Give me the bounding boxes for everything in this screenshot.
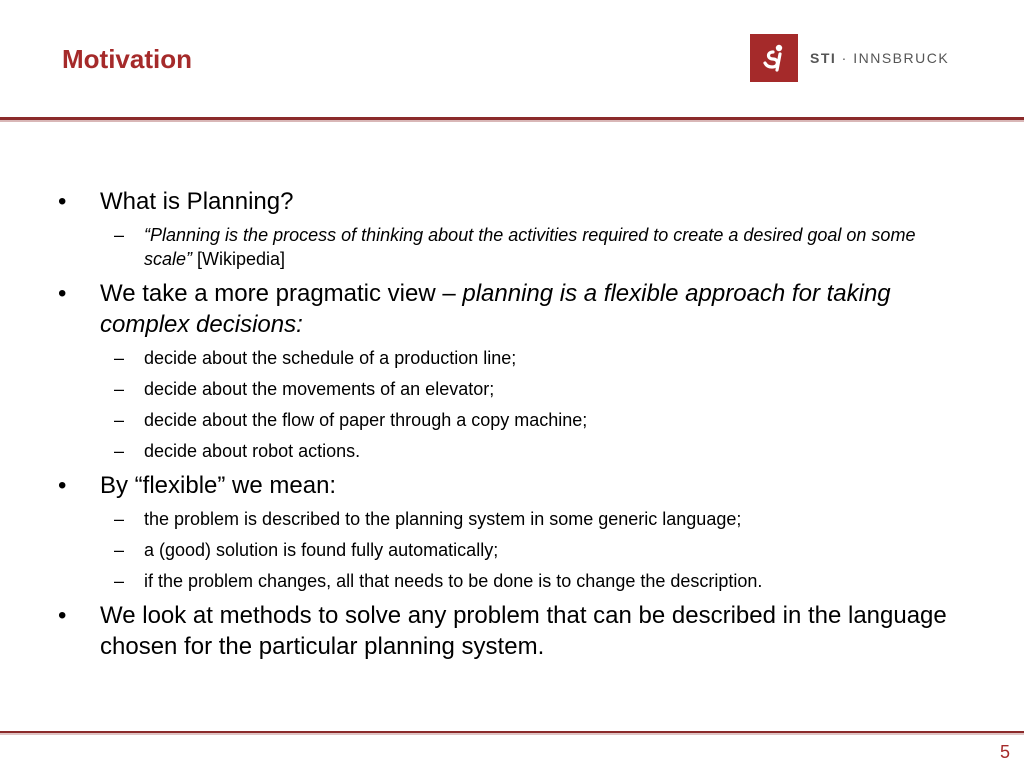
slide-title: Motivation	[62, 44, 192, 74]
dash-marker: –	[114, 348, 125, 368]
page-number: 5	[999, 742, 1010, 762]
sub-bullet-text: decide about the movements of an elevator;	[144, 379, 495, 399]
citation-text: [Wikipedia]	[192, 249, 286, 269]
dash-marker: –	[114, 441, 125, 461]
bullet-text: By “flexible” we mean:	[100, 472, 337, 499]
bullet-marker: •	[58, 602, 67, 629]
sub-bullet-item	[58, 439, 958, 463]
sub-bullet-item	[58, 408, 958, 432]
slide-body	[58, 186, 958, 668]
bullet-item	[58, 278, 958, 340]
sub-bullet-item	[58, 538, 958, 562]
sub-bullet-item	[58, 223, 958, 271]
bullet-marker: •	[58, 472, 67, 499]
sub-bullet-text: the problem is described to the planning system in some generic language;	[144, 509, 742, 529]
sub-bullet-text: if the problem changes, all that needs to be done is to change the description.	[144, 571, 763, 591]
logo-wordmark	[810, 50, 949, 66]
bullet-emphasis: planning is a flexible approach for taking complex decisions:	[100, 280, 891, 338]
bullet-group	[58, 600, 958, 662]
quote-text: “Planning is the process of thinking about the activities required to create a desired goal on some scale”	[144, 225, 916, 269]
sub-bullet-text: decide about the schedule of a production line;	[144, 348, 517, 368]
bullet-item	[58, 600, 958, 662]
bullet-marker: •	[58, 280, 67, 307]
logo-city: INNSBRUCK	[853, 50, 950, 66]
bullet-item	[58, 470, 958, 501]
dash-marker: –	[114, 225, 125, 245]
bullet-text: We look at methods to solve any problem that can be described in the language chosen for the particular planning system.	[100, 602, 947, 660]
bullet-group	[58, 186, 958, 271]
dash-marker: –	[114, 509, 125, 529]
logo-brand: STI	[810, 50, 837, 66]
bullet-item	[58, 186, 958, 217]
sti-innsbruck-logo	[750, 34, 949, 82]
sub-bullet-text: decide about robot actions.	[144, 441, 361, 461]
bullet-text: We take a more pragmatic view –	[100, 280, 463, 307]
bullet-text: What is Planning?	[100, 188, 294, 215]
header-divider-shadow	[0, 120, 1024, 122]
dash-marker: –	[114, 410, 125, 430]
bullet-group	[58, 278, 958, 463]
footer-divider-shadow	[0, 733, 1024, 735]
sti-logo-icon	[750, 34, 798, 82]
logo-separator: ·	[836, 50, 854, 66]
sub-bullet-item	[58, 377, 958, 401]
sub-bullet-item	[58, 507, 958, 531]
sub-bullet-text: a (good) solution is found fully automatically;	[144, 540, 499, 560]
bullet-marker: •	[58, 188, 67, 215]
sub-bullet-text: decide about the flow of paper through a copy machine;	[144, 410, 588, 430]
sub-bullet-item	[58, 346, 958, 370]
dash-marker: –	[114, 571, 125, 591]
bullet-group	[58, 470, 958, 593]
dash-marker: –	[114, 540, 125, 560]
sub-bullet-item	[58, 569, 958, 593]
dash-marker: –	[114, 379, 125, 399]
